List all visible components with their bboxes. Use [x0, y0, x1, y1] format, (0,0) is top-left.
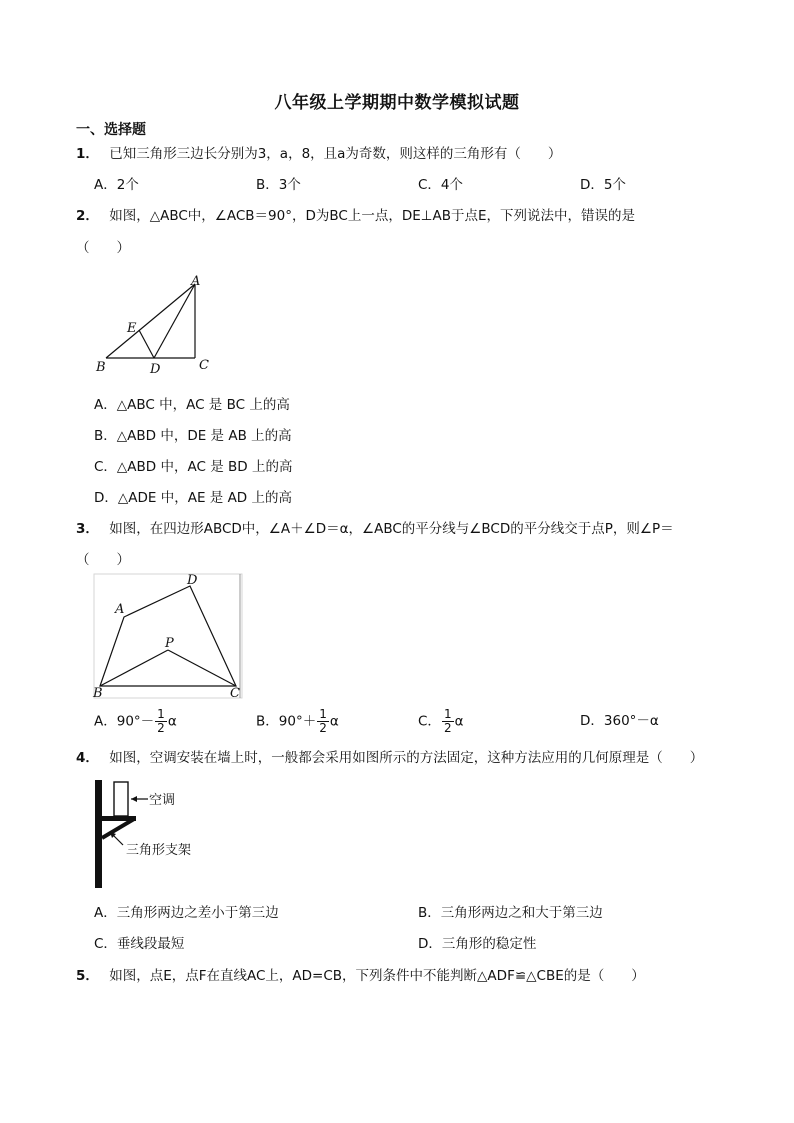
- option-prefix: A．90°－: [94, 713, 155, 730]
- question-4: [76, 748, 703, 768]
- page-title: 八年级上学期期中数学模拟试题: [274, 93, 520, 113]
- question-text: 如图，点E，点F在直线AC上，AD=CB，下列条件中不能判断△ADF≌△CBE的是（ ）: [109, 968, 645, 984]
- label-e: E: [127, 321, 137, 336]
- question-number: 3．: [76, 521, 99, 537]
- q2-option-c: C．△ABD 中，AC 是 BD 上的高: [94, 459, 293, 475]
- q1-option-d: D．5个: [580, 177, 626, 193]
- question-number: 1．: [76, 146, 99, 162]
- option-prefix: C．: [418, 713, 441, 730]
- question-text: 已知三角形三边长分别为3，a，8，且a为奇数，则这样的三角形有（ ）: [109, 146, 562, 162]
- alpha-symbol: α: [167, 713, 177, 730]
- label-c: C: [199, 358, 209, 373]
- fraction-denominator: 2: [157, 721, 165, 735]
- question-text: 如图，在四边形ABCD中，∠A＋∠D＝α，∠ABC的平分线与∠BCD的平分线交于点P，则∠P＝: [109, 521, 674, 537]
- label-d: D: [187, 573, 198, 588]
- q4-option-d: D．三角形的稳定性: [418, 936, 537, 952]
- question-text: 如图，△ABC中，∠ACB＝90°，D为BC上一点，DE⊥AB于点E，下列说法中，错误的是: [109, 208, 636, 224]
- q4-option-c: C．垂线段最短: [94, 936, 185, 952]
- label-a: A: [115, 602, 125, 617]
- label-d: D: [150, 362, 161, 376]
- fraction: [155, 708, 167, 735]
- label-a: A: [191, 274, 201, 289]
- q1-option-b: B．3个: [256, 177, 301, 193]
- section-heading: 一、选择题: [76, 122, 146, 138]
- question-5: [76, 966, 645, 986]
- fraction-numerator: 1: [157, 707, 165, 721]
- q3-option-b: [256, 708, 339, 735]
- q2-option-a: A．△ABC 中，AC 是 BC 上的高: [94, 397, 290, 413]
- fraction-denominator: 2: [319, 721, 327, 735]
- q1-option-a: A．2个: [94, 177, 139, 193]
- alpha-symbol: α: [329, 713, 339, 730]
- label-b: B: [96, 360, 106, 375]
- option-prefix: B．90°＋: [256, 713, 317, 730]
- question-number: 4．: [76, 750, 99, 766]
- question-2: [76, 206, 635, 226]
- fraction-denominator: 2: [443, 721, 452, 735]
- fraction: [442, 708, 454, 735]
- question-number: 5．: [76, 968, 99, 984]
- fraction: [317, 708, 329, 735]
- q2-option-b: B．△ABD 中，DE 是 AB 上的高: [94, 428, 292, 444]
- alpha-symbol: α: [454, 713, 464, 730]
- label-air-conditioner: 空调: [149, 793, 176, 808]
- quadrilateral-figure-q3: [92, 572, 246, 702]
- question-text: 如图，空调安装在墙上时，一般都会采用如图所示的方法固定，这种方法应用的几何原理是（ ）: [109, 750, 704, 766]
- q2-option-d: D．△ADE 中，AE 是 AD 上的高: [94, 490, 292, 506]
- fraction-numerator: 1: [319, 707, 327, 721]
- question-1: [76, 144, 561, 164]
- label-triangle-bracket: 三角形支架: [126, 843, 192, 858]
- question-number: 2．: [76, 208, 99, 224]
- air-conditioner-figure-q4: [90, 778, 220, 892]
- q1-option-c: C．4个: [418, 177, 464, 193]
- label-p: P: [165, 636, 174, 651]
- question-3-paren: （ ）: [76, 552, 130, 568]
- q4-option-b: B．三角形两边之和大于第三边: [418, 905, 603, 921]
- q3-option-d: D．360°－α: [580, 713, 659, 729]
- label-b: B: [93, 686, 103, 701]
- triangle-figure-q2: [92, 272, 222, 376]
- label-c: C: [230, 686, 240, 701]
- question-3: [76, 519, 674, 539]
- question-2-paren: （ ）: [76, 240, 130, 256]
- fraction-numerator: 1: [443, 707, 452, 721]
- q3-option-c: [418, 708, 463, 735]
- q4-option-a: A．三角形两边之差小于第三边: [94, 905, 279, 921]
- q3-option-a: [94, 708, 177, 735]
